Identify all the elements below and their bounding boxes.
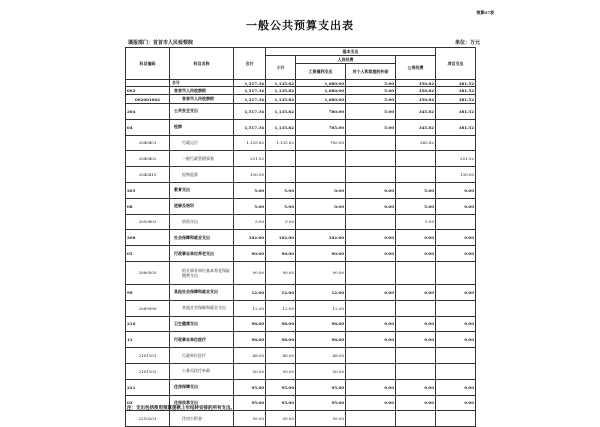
cell-total: 1,517.34: [234, 95, 266, 104]
cell-name: 合计: [170, 80, 234, 87]
cell-total: 1,517.34: [234, 87, 266, 95]
cell-public: 0.00: [396, 316, 436, 332]
cell-total: 50.00: [234, 363, 266, 379]
cell-subsidy: 5.00: [346, 119, 396, 135]
cell-subsidy: 0.00: [346, 182, 396, 198]
cell-public: [396, 363, 436, 379]
cell-subsidy: [346, 411, 396, 427]
cell-name: 首首市人民检察院: [170, 95, 234, 104]
cell-salary: 50.00: [296, 363, 346, 379]
cell-subsidy: 5.00: [346, 104, 396, 120]
cell-subtotal: [266, 151, 296, 167]
cell-subtotal: 95.00: [266, 411, 296, 427]
cell-project: 0.00: [436, 230, 476, 246]
cell-project: [436, 300, 476, 316]
cell-subsidy: [346, 348, 396, 364]
cell-name: 进修及培训: [170, 198, 234, 214]
cell-subsidy: 0.00: [346, 316, 396, 332]
cell-name: 其他社会保障和就业支出: [170, 300, 234, 316]
cell-project: 0.00: [436, 246, 476, 262]
cell-total: 12.00: [234, 300, 266, 316]
cell-project: 0.00: [436, 198, 476, 214]
cell-name: 检察: [170, 119, 234, 135]
table-row: [126, 214, 476, 230]
table-row: [126, 246, 476, 262]
cell-public: 345.82: [396, 104, 436, 120]
cell-subtotal: 90.00: [266, 261, 296, 284]
cell-code: 08: [126, 198, 170, 214]
cell-project: 381.52: [436, 119, 476, 135]
cell-code: 2210201: [126, 411, 170, 427]
cell-public: 0.00: [396, 230, 436, 246]
table-row: [126, 95, 476, 104]
cell-subtotal: 1,135.82: [266, 80, 296, 87]
header-code: 科目编码: [126, 48, 170, 80]
cell-name: 行政运行: [170, 135, 234, 151]
cell-project: 0.00: [436, 332, 476, 348]
cell-project: [436, 135, 476, 151]
cell-subtotal: 12.00: [266, 284, 296, 300]
cell-code: 2080505: [126, 261, 170, 284]
cell-total: 95.00: [234, 395, 266, 411]
cell-code: 2101103: [126, 363, 170, 379]
cell-total: 12.00: [234, 284, 266, 300]
cell-salary: 90.00: [296, 261, 346, 284]
cell-salary: [296, 214, 346, 230]
cell-public: 5.00: [396, 182, 436, 198]
cell-code: 04: [126, 119, 170, 135]
cell-code: 205: [126, 182, 170, 198]
cell-subsidy: 0.00: [346, 332, 396, 348]
cell-subtotal: 5.00: [266, 214, 296, 230]
header-project: 项目支出: [436, 48, 476, 80]
cell-salary: 0.00: [296, 182, 346, 198]
table-row: [126, 230, 476, 246]
cell-code: 2040401: [126, 135, 170, 151]
cell-subsidy: 5.00: [346, 87, 396, 95]
cell-code: 05: [126, 246, 170, 262]
cell-salary: [296, 151, 346, 167]
unit-label: 单位：万元: [454, 40, 480, 46]
cell-public: 345.82: [396, 135, 436, 151]
cell-subsidy: [346, 300, 396, 316]
department-label: 填报部门：首首市人民检察院: [128, 40, 194, 46]
cell-project: 251.52: [436, 151, 476, 167]
table-row: [126, 316, 476, 332]
cell-subsidy: 0.00: [346, 230, 396, 246]
cell-subtotal: 98.00: [266, 332, 296, 348]
cell-name: 首首市人民检察院: [170, 87, 234, 95]
budget-table: [125, 47, 476, 427]
cell-code: 204: [126, 104, 170, 120]
cell-salary: 0.00: [296, 198, 346, 214]
cell-name: 行政事业单位养老支出: [170, 246, 234, 262]
cell-subsidy: 0.00: [346, 246, 396, 262]
cell-salary: 780.00: [296, 104, 346, 120]
cell-salary: [296, 167, 346, 183]
cell-total: 98.00: [234, 332, 266, 348]
cell-total: 1,517.34: [234, 80, 266, 87]
cell-project: 381.52: [436, 80, 476, 87]
cell-total: 98.00: [234, 316, 266, 332]
cell-code: 2040402: [126, 151, 170, 167]
cell-code: [126, 80, 170, 87]
cell-total: 130.00: [234, 167, 266, 183]
cell-name: 行政事业单位医疗: [170, 332, 234, 348]
cell-subtotal: 12.00: [266, 300, 296, 316]
cell-total: 90.00: [234, 261, 266, 284]
cell-salary: 102.00: [296, 230, 346, 246]
table-row: [126, 119, 476, 135]
cell-subsidy: [346, 167, 396, 183]
cell-code: 210: [126, 316, 170, 332]
cell-name: 住房公积金: [170, 411, 234, 427]
cell-subsidy: 0.00: [346, 395, 396, 411]
cell-subtotal: 1,135.82: [266, 135, 296, 151]
page-title: 一般公共预算支出表: [246, 19, 354, 32]
cell-public: 5.00: [396, 214, 436, 230]
cell-public: [396, 261, 436, 284]
cell-total: 1,135.82: [234, 135, 266, 151]
cell-project: [436, 261, 476, 284]
cell-code: 2040410: [126, 167, 170, 183]
form-code: 预算07表: [476, 10, 494, 15]
cell-subsidy: [346, 151, 396, 167]
cell-subtotal: 1,135.82: [266, 119, 296, 135]
cell-total: 90.00: [234, 246, 266, 262]
cell-project: [436, 363, 476, 379]
cell-project: 130.00: [436, 167, 476, 183]
cell-subsidy: 0.00: [346, 379, 396, 395]
cell-public: 0.00: [396, 332, 436, 348]
header-name: 科目名称: [170, 48, 234, 80]
cell-public: [396, 167, 436, 183]
cell-subtotal: 98.00: [266, 316, 296, 332]
table-row: [126, 261, 476, 284]
cell-salary: 98.00: [296, 332, 346, 348]
table-row: [126, 284, 476, 300]
cell-name: 公务员医疗补助: [170, 363, 234, 379]
cell-public: 350.82: [396, 80, 436, 87]
table-row: [126, 182, 476, 198]
cell-name: 检察监督: [170, 167, 234, 183]
cell-salary: 48.00: [296, 348, 346, 364]
table-row: [126, 198, 476, 214]
table-row: [126, 363, 476, 379]
cell-project: 0.00: [436, 395, 476, 411]
cell-subtotal: 1,135.82: [266, 95, 296, 104]
cell-subtotal: 102.00: [266, 230, 296, 246]
cell-total: 48.00: [234, 348, 266, 364]
cell-total: 1,517.34: [234, 104, 266, 120]
header-personnel: 人员经费: [296, 56, 396, 64]
cell-subtotal: 48.00: [266, 348, 296, 364]
cell-subsidy: 0.00: [346, 198, 396, 214]
cell-name: 卫生健康支出: [170, 316, 234, 332]
cell-project: [436, 348, 476, 364]
cell-code: 11: [126, 332, 170, 348]
cell-public: [396, 151, 436, 167]
cell-public: 5.00: [396, 198, 436, 214]
cell-subsidy: 5.00: [346, 80, 396, 87]
cell-subtotal: 90.00: [266, 246, 296, 262]
table-row: [126, 332, 476, 348]
cell-public: [396, 411, 436, 427]
cell-salary: 12.00: [296, 300, 346, 316]
cell-project: [436, 411, 476, 427]
cell-public: 350.82: [396, 95, 436, 104]
header-subsidy: 对个人和家庭的补助: [346, 64, 396, 80]
cell-public: 345.82: [396, 119, 436, 135]
cell-salary: 785.00: [296, 119, 346, 135]
cell-total: 5.00: [234, 182, 266, 198]
cell-salary: 98.00: [296, 316, 346, 332]
cell-subsidy: 5.00: [346, 95, 396, 104]
cell-total: 5.00: [234, 198, 266, 214]
cell-total: 1,517.34: [234, 119, 266, 135]
cell-name: 机关事业单位基本养老保险缴费支出: [170, 261, 234, 284]
cell-code: 99: [126, 284, 170, 300]
cell-subtotal: 1,135.82: [266, 87, 296, 95]
cell-name: 培训支出: [170, 214, 234, 230]
cell-public: 0.00: [396, 284, 436, 300]
table-row: [126, 87, 476, 95]
header-subtotal: 小计: [266, 56, 296, 80]
table-row: [126, 300, 476, 316]
cell-salary: 785.00: [296, 135, 346, 151]
cell-project: 381.52: [436, 95, 476, 104]
table-row: [126, 104, 476, 120]
cell-subsidy: [346, 261, 396, 284]
cell-salary: 12.00: [296, 284, 346, 300]
header-total: 合计: [234, 48, 266, 80]
cell-subsidy: [346, 363, 396, 379]
cell-subtotal: 1,135.82: [266, 104, 296, 120]
cell-subtotal: 5.00: [266, 182, 296, 198]
cell-project: 0.00: [436, 284, 476, 300]
cell-name: 一般行政管理事务: [170, 151, 234, 167]
cell-subtotal: [266, 167, 296, 183]
cell-code: 02: [126, 395, 170, 411]
cell-subtotal: 95.00: [266, 379, 296, 395]
cell-subsidy: 0.00: [346, 284, 396, 300]
cell-total: 102.00: [234, 230, 266, 246]
cell-public: 0.00: [396, 379, 436, 395]
cell-name: 住房改革支出: [170, 395, 234, 411]
cell-name: 其他社会保障和就业支出: [170, 284, 234, 300]
cell-project: 0.00: [436, 182, 476, 198]
cell-code: 221: [126, 379, 170, 395]
cell-total: 95.00: [234, 379, 266, 395]
cell-project: 381.52: [436, 87, 476, 95]
cell-name: 公共安全支出: [170, 104, 234, 120]
cell-name: 社会保障和就业支出: [170, 230, 234, 246]
cell-subtotal: 50.00: [266, 363, 296, 379]
cell-subtotal: 95.00: [266, 395, 296, 411]
cell-subtotal: 5.00: [266, 198, 296, 214]
table-row: [126, 348, 476, 364]
cell-public: 350.82: [396, 87, 436, 95]
cell-public: [396, 300, 436, 316]
cell-salary: 1,080.00: [296, 95, 346, 104]
cell-subsidy: [346, 214, 396, 230]
cell-total: 251.52: [234, 151, 266, 167]
cell-salary: 1,080.00: [296, 87, 346, 95]
cell-name: 行政单位医疗: [170, 348, 234, 364]
cell-subsidy: [346, 135, 396, 151]
cell-code: 002: [126, 87, 170, 95]
cell-salary: 90.00: [296, 246, 346, 262]
header-salary: 工资福利支出: [296, 64, 346, 80]
cell-project: 381.52: [436, 104, 476, 120]
cell-name: 教育支出: [170, 182, 234, 198]
cell-code: 2050803: [126, 214, 170, 230]
cell-name: 住房保障支出: [170, 379, 234, 395]
cell-public: [396, 348, 436, 364]
cell-salary: 95.00: [296, 395, 346, 411]
cell-project: [436, 214, 476, 230]
table-row: [126, 135, 476, 151]
cell-public: 0.00: [396, 246, 436, 262]
cell-salary: 1,080.00: [296, 80, 346, 87]
header-public: 公用经费: [396, 56, 436, 80]
cell-total: 5.00: [234, 214, 266, 230]
table-row: [126, 167, 476, 183]
cell-project: 0.00: [436, 316, 476, 332]
table-row: [126, 151, 476, 167]
cell-code: 208: [126, 230, 170, 246]
table-row: [126, 80, 476, 87]
table-row: [126, 379, 476, 395]
cell-public: 0.00: [396, 395, 436, 411]
cell-total: 95.00: [234, 411, 266, 427]
cell-salary: 95.00: [296, 411, 346, 427]
table-row: [126, 411, 476, 427]
cell-code: 2089999: [126, 300, 170, 316]
header-basic: 基本支出: [266, 48, 436, 56]
cell-salary: 95.00: [296, 379, 346, 395]
footnote: 注：支出包括使用预算拨款上年结转安排的所有支出。: [127, 406, 235, 411]
cell-code: 2101101: [126, 348, 170, 364]
cell-code: 002001002: [126, 95, 170, 104]
cell-project: 0.00: [436, 379, 476, 395]
